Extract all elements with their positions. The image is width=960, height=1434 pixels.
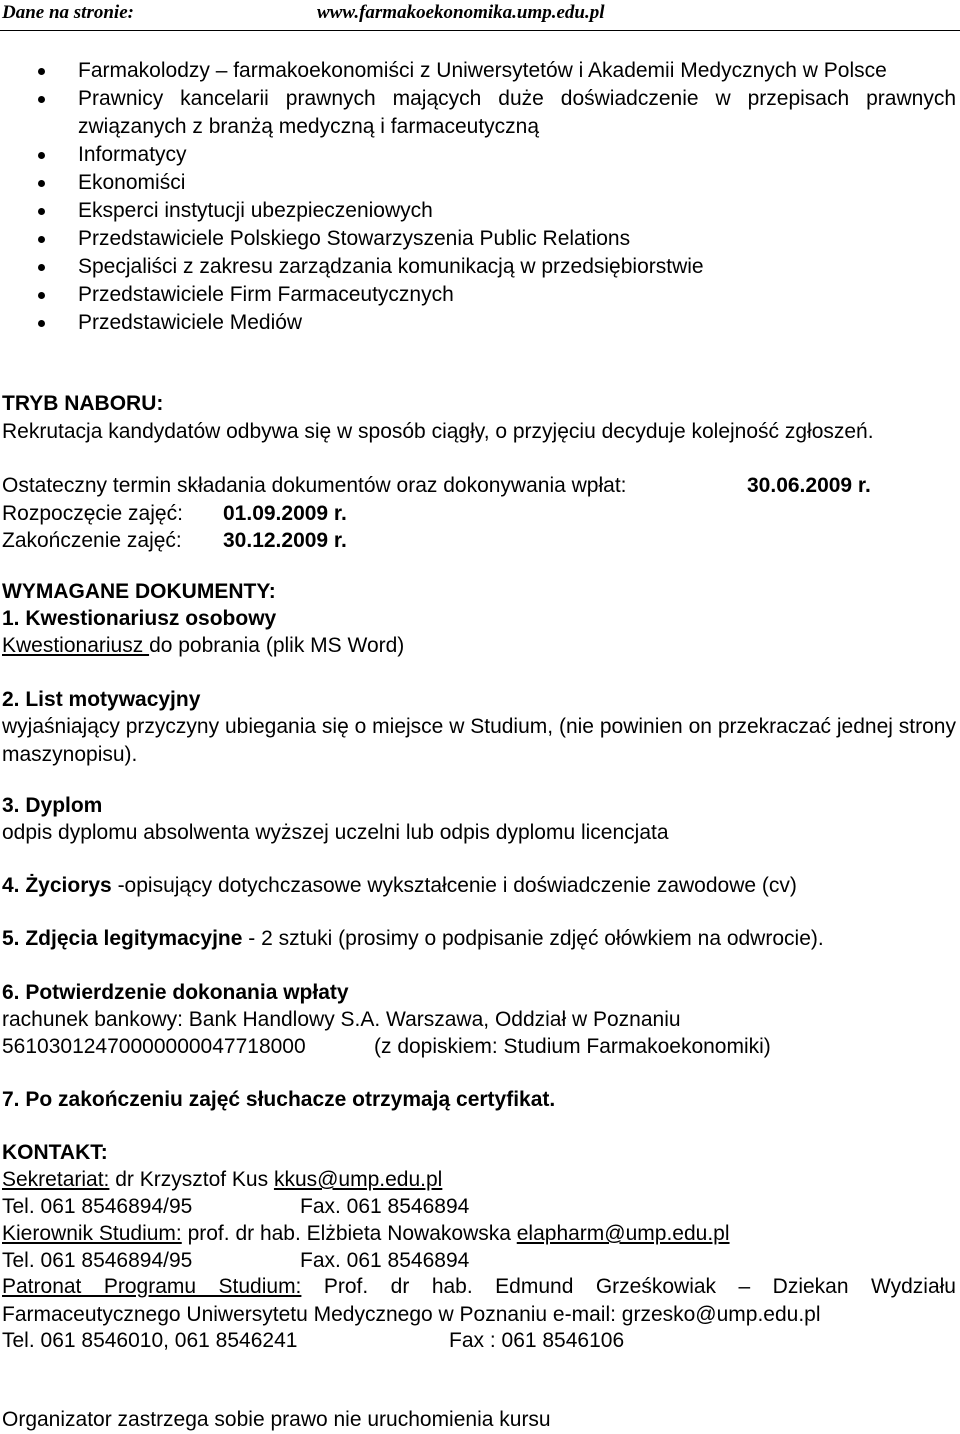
header-label: Dane na stronie:	[2, 2, 134, 23]
document-2-text: wyjaśniający przyczyny ubiegania się o miejsce w Studium, (nie powinien on przekraczać jednej strony maszynopisu).	[2, 715, 956, 766]
head-row	[2, 1220, 956, 1248]
fax-1: Fax. 061 8546894	[300, 1195, 470, 1218]
document-2-title: 2. List motywacyjny	[2, 688, 201, 711]
head-email-link[interactable]: elapharm@ump.edu.pl	[516, 1222, 730, 1245]
document-3-title: 3. Dyplom	[2, 794, 103, 817]
phone-3: Tel. 061 8546010, 061 8546241	[2, 1329, 298, 1352]
document-4-title: 4. Życiorys	[2, 874, 112, 897]
documents-heading: WYMAGANE DOKUMENTY:	[2, 580, 276, 603]
list-item: Przedstawiciele Mediów	[0, 309, 956, 337]
end-value: 30.12.2009 r.	[223, 529, 347, 552]
document-5-row	[2, 925, 956, 953]
list-item: Przedstawiciele Polskiego Stowarzyszenia Public Relations	[0, 225, 956, 253]
phone-row-3	[2, 1327, 956, 1355]
list-item: Farmakolodzy – farmakoekonomiści z Uniwersytetów i Akademii Medycznych w Polsce	[0, 57, 956, 85]
patron-block	[2, 1273, 956, 1329]
end-row	[2, 527, 956, 555]
document-3-text: odpis dyplomu absolwenta wyższej uczelni lub odpis dyplomu licencjata	[2, 821, 669, 844]
start-label: Rozpoczęcie zajęć:	[2, 502, 183, 525]
document-1-title: 1. Kwestionariusz osobowy	[2, 607, 277, 630]
recruitment-heading: TRYB NABORU:	[2, 392, 164, 415]
questionnaire-link[interactable]: Kwestionariusz	[2, 634, 150, 657]
page-header	[0, 0, 960, 31]
list-item: Informatycy	[0, 141, 956, 169]
list-item: Przedstawiciele Firm Farmaceutycznych	[0, 281, 956, 309]
contact-heading: KONTAKT:	[2, 1141, 108, 1164]
fax-2: Fax. 061 8546894	[300, 1249, 470, 1272]
footer-note: Organizator zastrzega sobie prawo nie uruchomienia kursu	[2, 1408, 551, 1431]
account-row	[2, 1033, 956, 1061]
questionnaire-download-text: do pobrania (plik MS Word)	[149, 634, 405, 657]
end-label: Zakończenie zajęć:	[2, 529, 182, 552]
document-4-text: -opisujący dotychczasowe wykształcenie i doświadczenie zawodowe (cv)	[111, 874, 797, 897]
secretariat-row	[2, 1166, 956, 1194]
head-name: prof. dr hab. Elżbieta Nowakowska	[181, 1222, 517, 1245]
document-6-title: 6. Potwierdzenie dokonania wpłaty	[2, 981, 349, 1004]
phone-row-1	[2, 1193, 956, 1221]
transfer-note: (z dopiskiem: Studium Farmakoekonomiki)	[374, 1035, 771, 1058]
list-item: Eksperci instytucji ubezpieczeniowych	[0, 197, 956, 225]
deadline-value: 30.06.2009 r.	[747, 474, 871, 497]
document-1-row	[2, 632, 956, 660]
certificate-note: 7. Po zakończeniu zajęć słuchacze otrzymają certyfikat.	[2, 1088, 556, 1111]
phone-1: Tel. 061 8546894/95	[2, 1195, 193, 1218]
start-value: 01.09.2009 r.	[223, 502, 347, 525]
recruitment-text: Rekrutacja kandydatów odbywa się w sposób ciągły, o przyjęciu decyduje kolejność zgłoszeń.	[2, 420, 874, 443]
document-4-row	[2, 872, 956, 900]
patron-text: Prof. dr hab. Edmund Grześkowiak – Dziekan Wydziału Farmaceutycznego Uniwersytetu Medycznego w Poznaniu e-mail: grzesko@ump.edu.pl	[2, 1275, 956, 1326]
patron-label: Patronat Programu Studium:	[2, 1275, 302, 1298]
list-item: Ekonomiści	[0, 169, 956, 197]
secretariat-name: dr Krzysztof Kus	[109, 1168, 274, 1191]
document-5-text: - 2 sztuki (prosimy o podpisanie zdjęć ołówkiem na odwrocie).	[242, 927, 824, 950]
secretariat-label: Sekretariat:	[2, 1168, 110, 1191]
header-url: www.farmakoekonomika.ump.edu.pl	[317, 2, 605, 23]
phone-row-2	[2, 1247, 956, 1275]
fax-3: Fax : 061 8546106	[449, 1329, 625, 1352]
list-item: Specjaliści z zakresu zarządzania komunikacją w przedsiębiorstwie	[0, 253, 956, 281]
deadline-row	[2, 472, 956, 500]
bank-details: rachunek bankowy: Bank Handlowy S.A. Warszawa, Oddział w Poznaniu	[2, 1008, 681, 1031]
phone-2: Tel. 061 8546894/95	[2, 1249, 193, 1272]
audience-list	[0, 57, 956, 337]
list-item: Prawnicy kancelarii prawnych mających duże doświadczenie w przepisach prawnych związanych z branżą medyczną i farmaceutyczną	[0, 85, 956, 141]
secretariat-email-link[interactable]: kkus@ump.edu.pl	[273, 1168, 443, 1191]
bank-account-number: 56103012470000000047718000	[2, 1035, 306, 1058]
head-label: Kierownik Studium:	[2, 1222, 182, 1245]
start-row	[2, 500, 956, 528]
deadline-label: Ostateczny termin składania dokumentów oraz dokonywania wpłat:	[2, 474, 627, 497]
document-5-title: 5. Zdjęcia legitymacyjne	[2, 927, 243, 950]
